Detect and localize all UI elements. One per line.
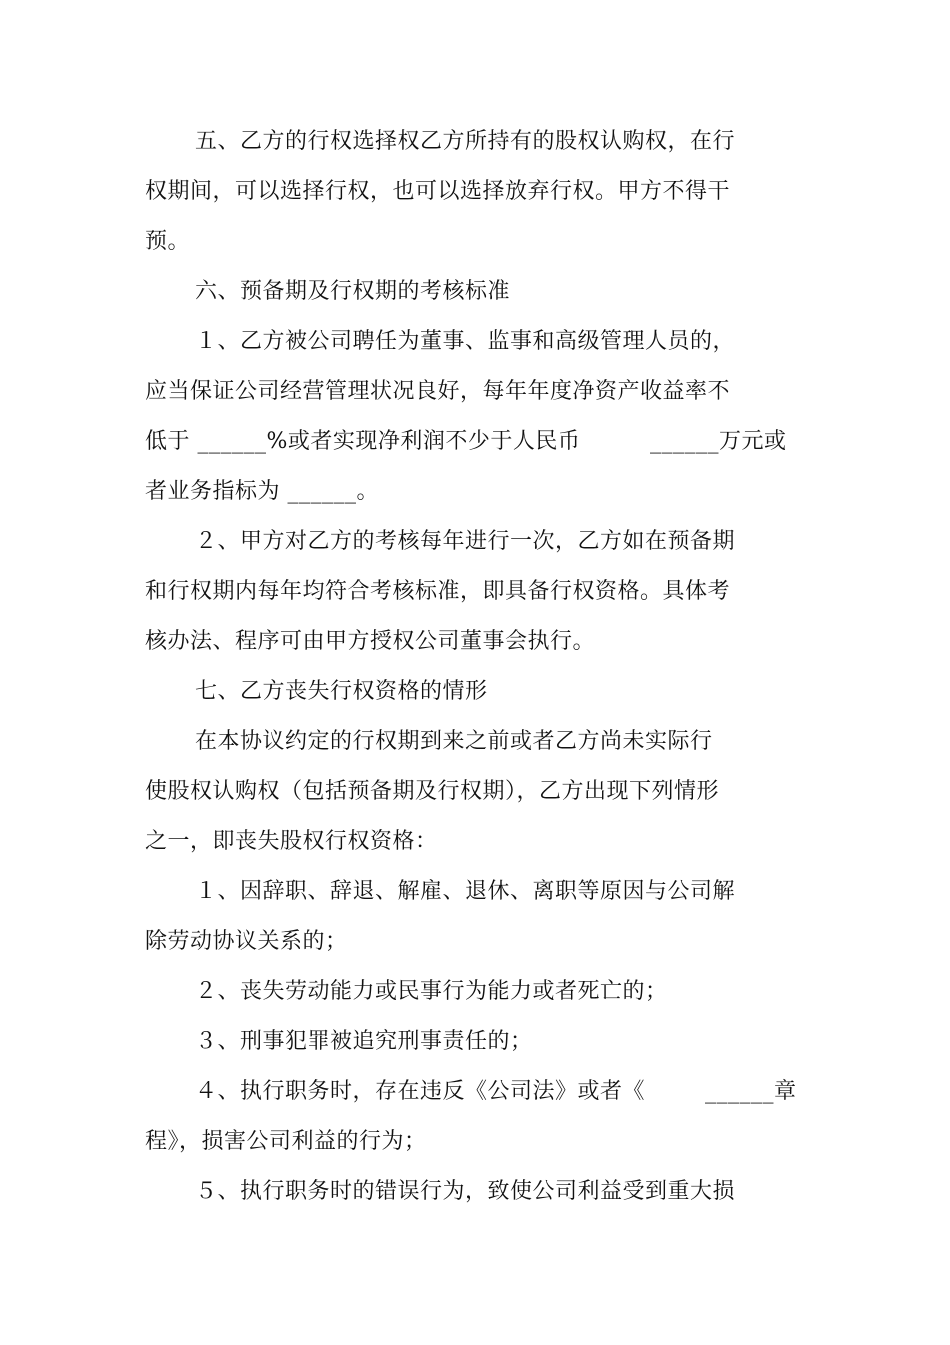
paragraph-line: 权期间，可以选择行权，也可以选择放弃行权。甲方不得干 — [145, 179, 731, 204]
blank-field-line: ______万元或 — [650, 429, 787, 454]
section-7-heading: 七、乙方丧失行权资格的情形 — [195, 679, 488, 704]
paragraph-line: 之一，即丧失股权行权资格： — [145, 829, 438, 854]
item-2-line: ２、丧失劳动能力或民事行为能力或者死亡的； — [195, 979, 668, 1004]
item-1-line: １、因辞职、辞退、解雇、退休、离职等原因与公司解 — [195, 879, 736, 904]
item-5-line: ５、执行职务时的错误行为，致使公司利益受到重大损 — [195, 1179, 736, 1204]
paragraph-line: 预。 — [145, 229, 191, 254]
item-3-line: ３、刑事犯罪被追究刑事责任的； — [195, 1029, 533, 1054]
paragraph-line: 和行权期内每年均符合考核标准，即具备行权资格。具体考 — [145, 579, 731, 604]
blank-field-line: ______章 — [705, 1079, 797, 1104]
paragraph-line: 程》，损害公司利益的行为； — [145, 1129, 427, 1154]
section-6-heading: 六、预备期及行权期的考核标准 — [195, 279, 511, 304]
item-4-line: ４、执行职务时，存在违反《公司法》或者《 — [195, 1079, 646, 1104]
section-5-heading: 五、乙方的行权选择权乙方所持有的股权认购权，在行 — [195, 129, 736, 154]
paragraph-line: 在本协议约定的行权期到来之前或者乙方尚未实际行 — [195, 729, 713, 754]
paragraph-line: 低于 ______%或者实现净利润不少于人民币 — [145, 429, 581, 454]
paragraph-line: 使股权认购权（包括预备期及行权期），乙方出现下列情形 — [145, 779, 720, 804]
clause-1-line: １、乙方被公司聘任为董事、监事和高级管理人员的， — [195, 329, 736, 354]
paragraph-line: 核办法、程序可由甲方授权公司董事会执行。 — [145, 629, 596, 654]
paragraph-line: 除劳动协议关系的； — [145, 929, 348, 954]
paragraph-line: 应当保证公司经营管理状况良好，每年年度净资产收益率不 — [145, 379, 731, 404]
paragraph-line: 者业务指标为 ______。 — [145, 479, 379, 504]
clause-2-line: ２、甲方对乙方的考核每年进行一次，乙方如在预备期 — [195, 529, 736, 554]
